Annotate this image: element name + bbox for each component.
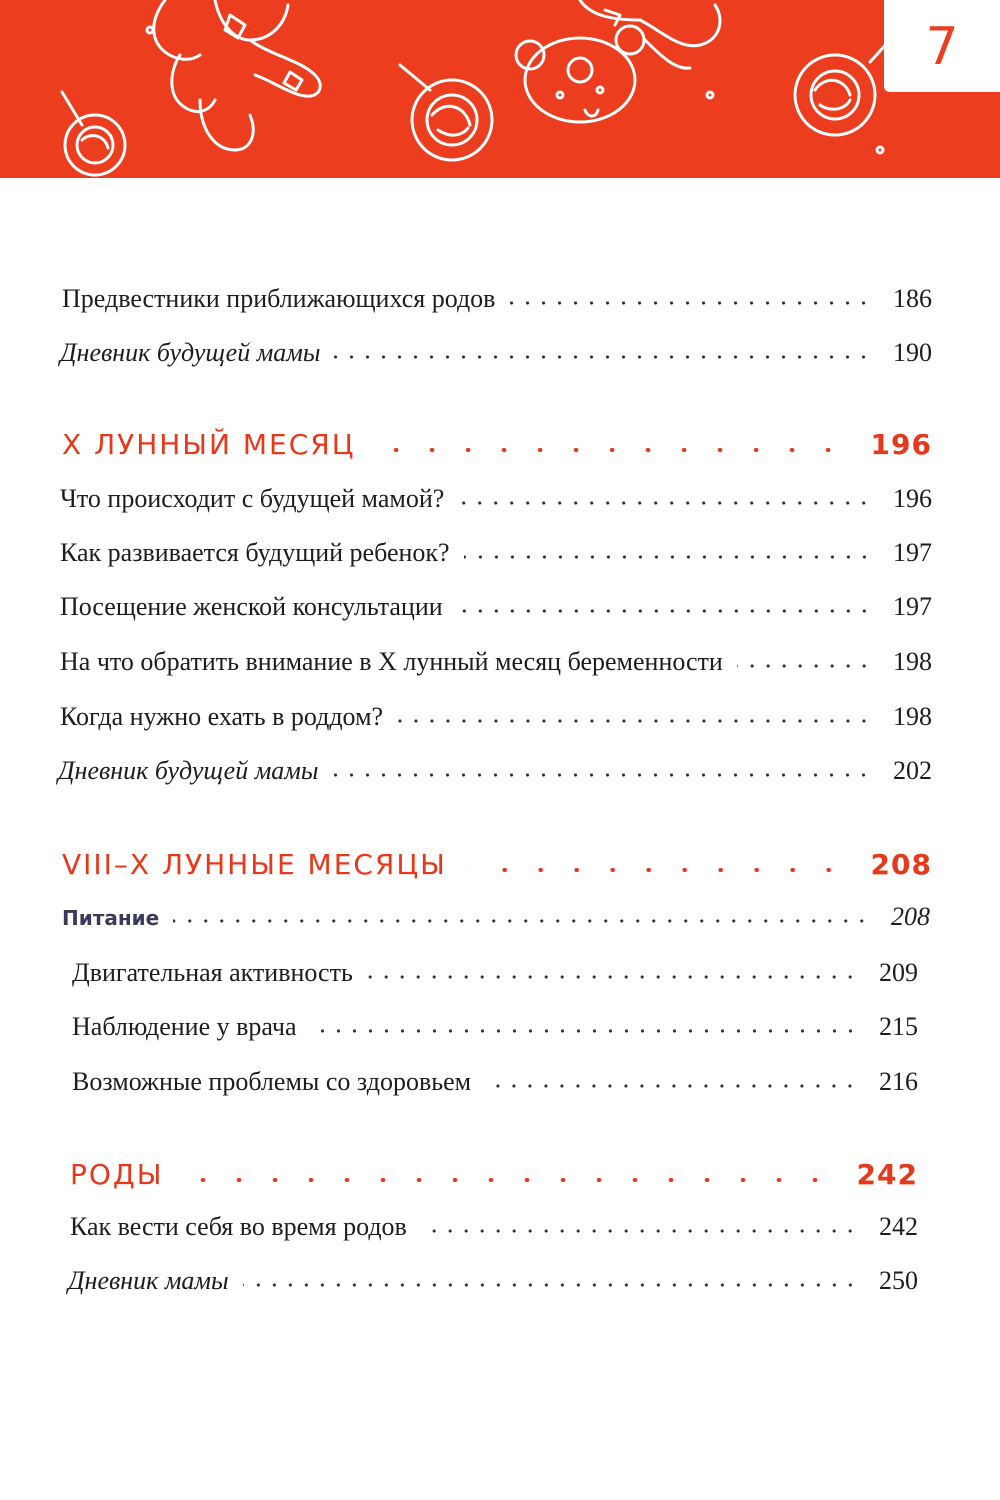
toc-entry[interactable] [60, 338, 932, 378]
dot-leader [367, 975, 858, 979]
toc-section-heading[interactable] [62, 848, 932, 888]
page-number: 7 [925, 17, 959, 77]
section-title: X ЛУННЫЙ МЕСЯЦ [62, 428, 356, 461]
dot-leader [243, 1283, 858, 1287]
dot-leader [188, 1178, 833, 1182]
toc-entry[interactable] [72, 1067, 918, 1107]
dot-leader [458, 501, 872, 505]
toc-entry-title: Возможные проблемы со здоровьем [72, 1067, 472, 1096]
toc-entry-title: Посещение женской консультации [60, 592, 443, 621]
toc-entry-title: Дневник мамы [68, 1266, 229, 1295]
toc-entry-title: Двигательная активность [72, 958, 353, 987]
toc-section-heading[interactable] [70, 1158, 918, 1198]
rattle-icon [62, 92, 125, 175]
toc-entry-page: 242 [879, 1212, 918, 1241]
toc-entry-title: Наблюдение у врача [72, 1012, 297, 1041]
toc-entry[interactable] [62, 902, 930, 942]
toc-entry-page: 216 [879, 1067, 918, 1096]
toc-entry-page: 209 [879, 958, 918, 987]
teddy-bear-icon [147, 0, 320, 150]
toc-entry[interactable] [60, 538, 932, 578]
toc-entry[interactable] [58, 756, 932, 796]
section-title: VIII–X ЛУННЫЕ МЕСЯЦЫ [62, 848, 447, 881]
dot-leader [379, 448, 846, 452]
toc-section-heading[interactable] [62, 428, 932, 468]
dot-leader [457, 609, 872, 613]
bear-face-icon [516, 26, 644, 122]
toc-entry-page: 196 [893, 484, 932, 513]
toc-entry-page: 197 [893, 538, 932, 567]
toc-entry-page: 186 [893, 284, 932, 313]
toc-entry-title: Что происходит с будущей мамой? [60, 484, 445, 513]
dot-leader [485, 1084, 858, 1088]
decorative-illustration [0, 0, 1000, 178]
toc-entry[interactable] [60, 592, 932, 632]
toc-entry-title: Как развивается будущий ребенок? [60, 538, 450, 567]
dot-leader [334, 355, 872, 359]
rattle-icon [795, 40, 890, 135]
section-page: 242 [856, 1158, 918, 1191]
toc-entry-page: 197 [893, 592, 932, 621]
bunny-icon [580, 0, 720, 98]
page-number-tab [884, 0, 1000, 92]
toc-entry-title: Предвестники приближающихся родов [62, 284, 496, 313]
rattle-icon [400, 65, 492, 160]
toc-entry-title: Как вести себя во время родов [70, 1212, 407, 1241]
dot-leader [471, 868, 847, 872]
toc-entry-page: 198 [893, 647, 932, 676]
toc-entry[interactable] [60, 647, 932, 687]
toc-entry[interactable] [62, 284, 932, 324]
section-page: 208 [870, 848, 932, 881]
toc-entry-page: 190 [893, 338, 932, 367]
dot-leader [737, 664, 872, 668]
toc-entry-title: Дневник будущей мамы [58, 756, 319, 785]
dot-leader [397, 719, 872, 723]
toc-entry-title: На что обратить внимание в X лунный месяц беременности [60, 647, 723, 676]
toc-entry[interactable] [60, 702, 932, 742]
toc-entry[interactable] [72, 1012, 918, 1052]
dot-leader [509, 301, 872, 305]
dot-leader [332, 773, 872, 777]
toc-entry-page: 198 [893, 702, 932, 731]
toc-entry-page: 208 [891, 902, 930, 931]
toc-entry[interactable] [60, 484, 932, 524]
section-title: РОДЫ [70, 1158, 164, 1191]
toc-entry-title: Дневник будущей мамы [60, 338, 321, 367]
toc-entry-title: Питание [62, 906, 160, 930]
dot-leader [464, 555, 872, 559]
toc-entry[interactable] [72, 958, 918, 998]
toc-entry[interactable] [70, 1212, 918, 1252]
dot-leader [173, 919, 870, 923]
header-banner [0, 0, 1000, 178]
toc-entry-page: 202 [893, 756, 932, 785]
dot-leader [421, 1229, 858, 1233]
section-page: 196 [870, 428, 932, 461]
toc-entry[interactable] [68, 1266, 918, 1306]
toc-entry-page: 250 [879, 1266, 918, 1295]
toc-entry-title: Когда нужно ехать в роддом? [60, 702, 384, 731]
dot-leader [311, 1029, 858, 1033]
toc-entry-page: 215 [879, 1012, 918, 1041]
